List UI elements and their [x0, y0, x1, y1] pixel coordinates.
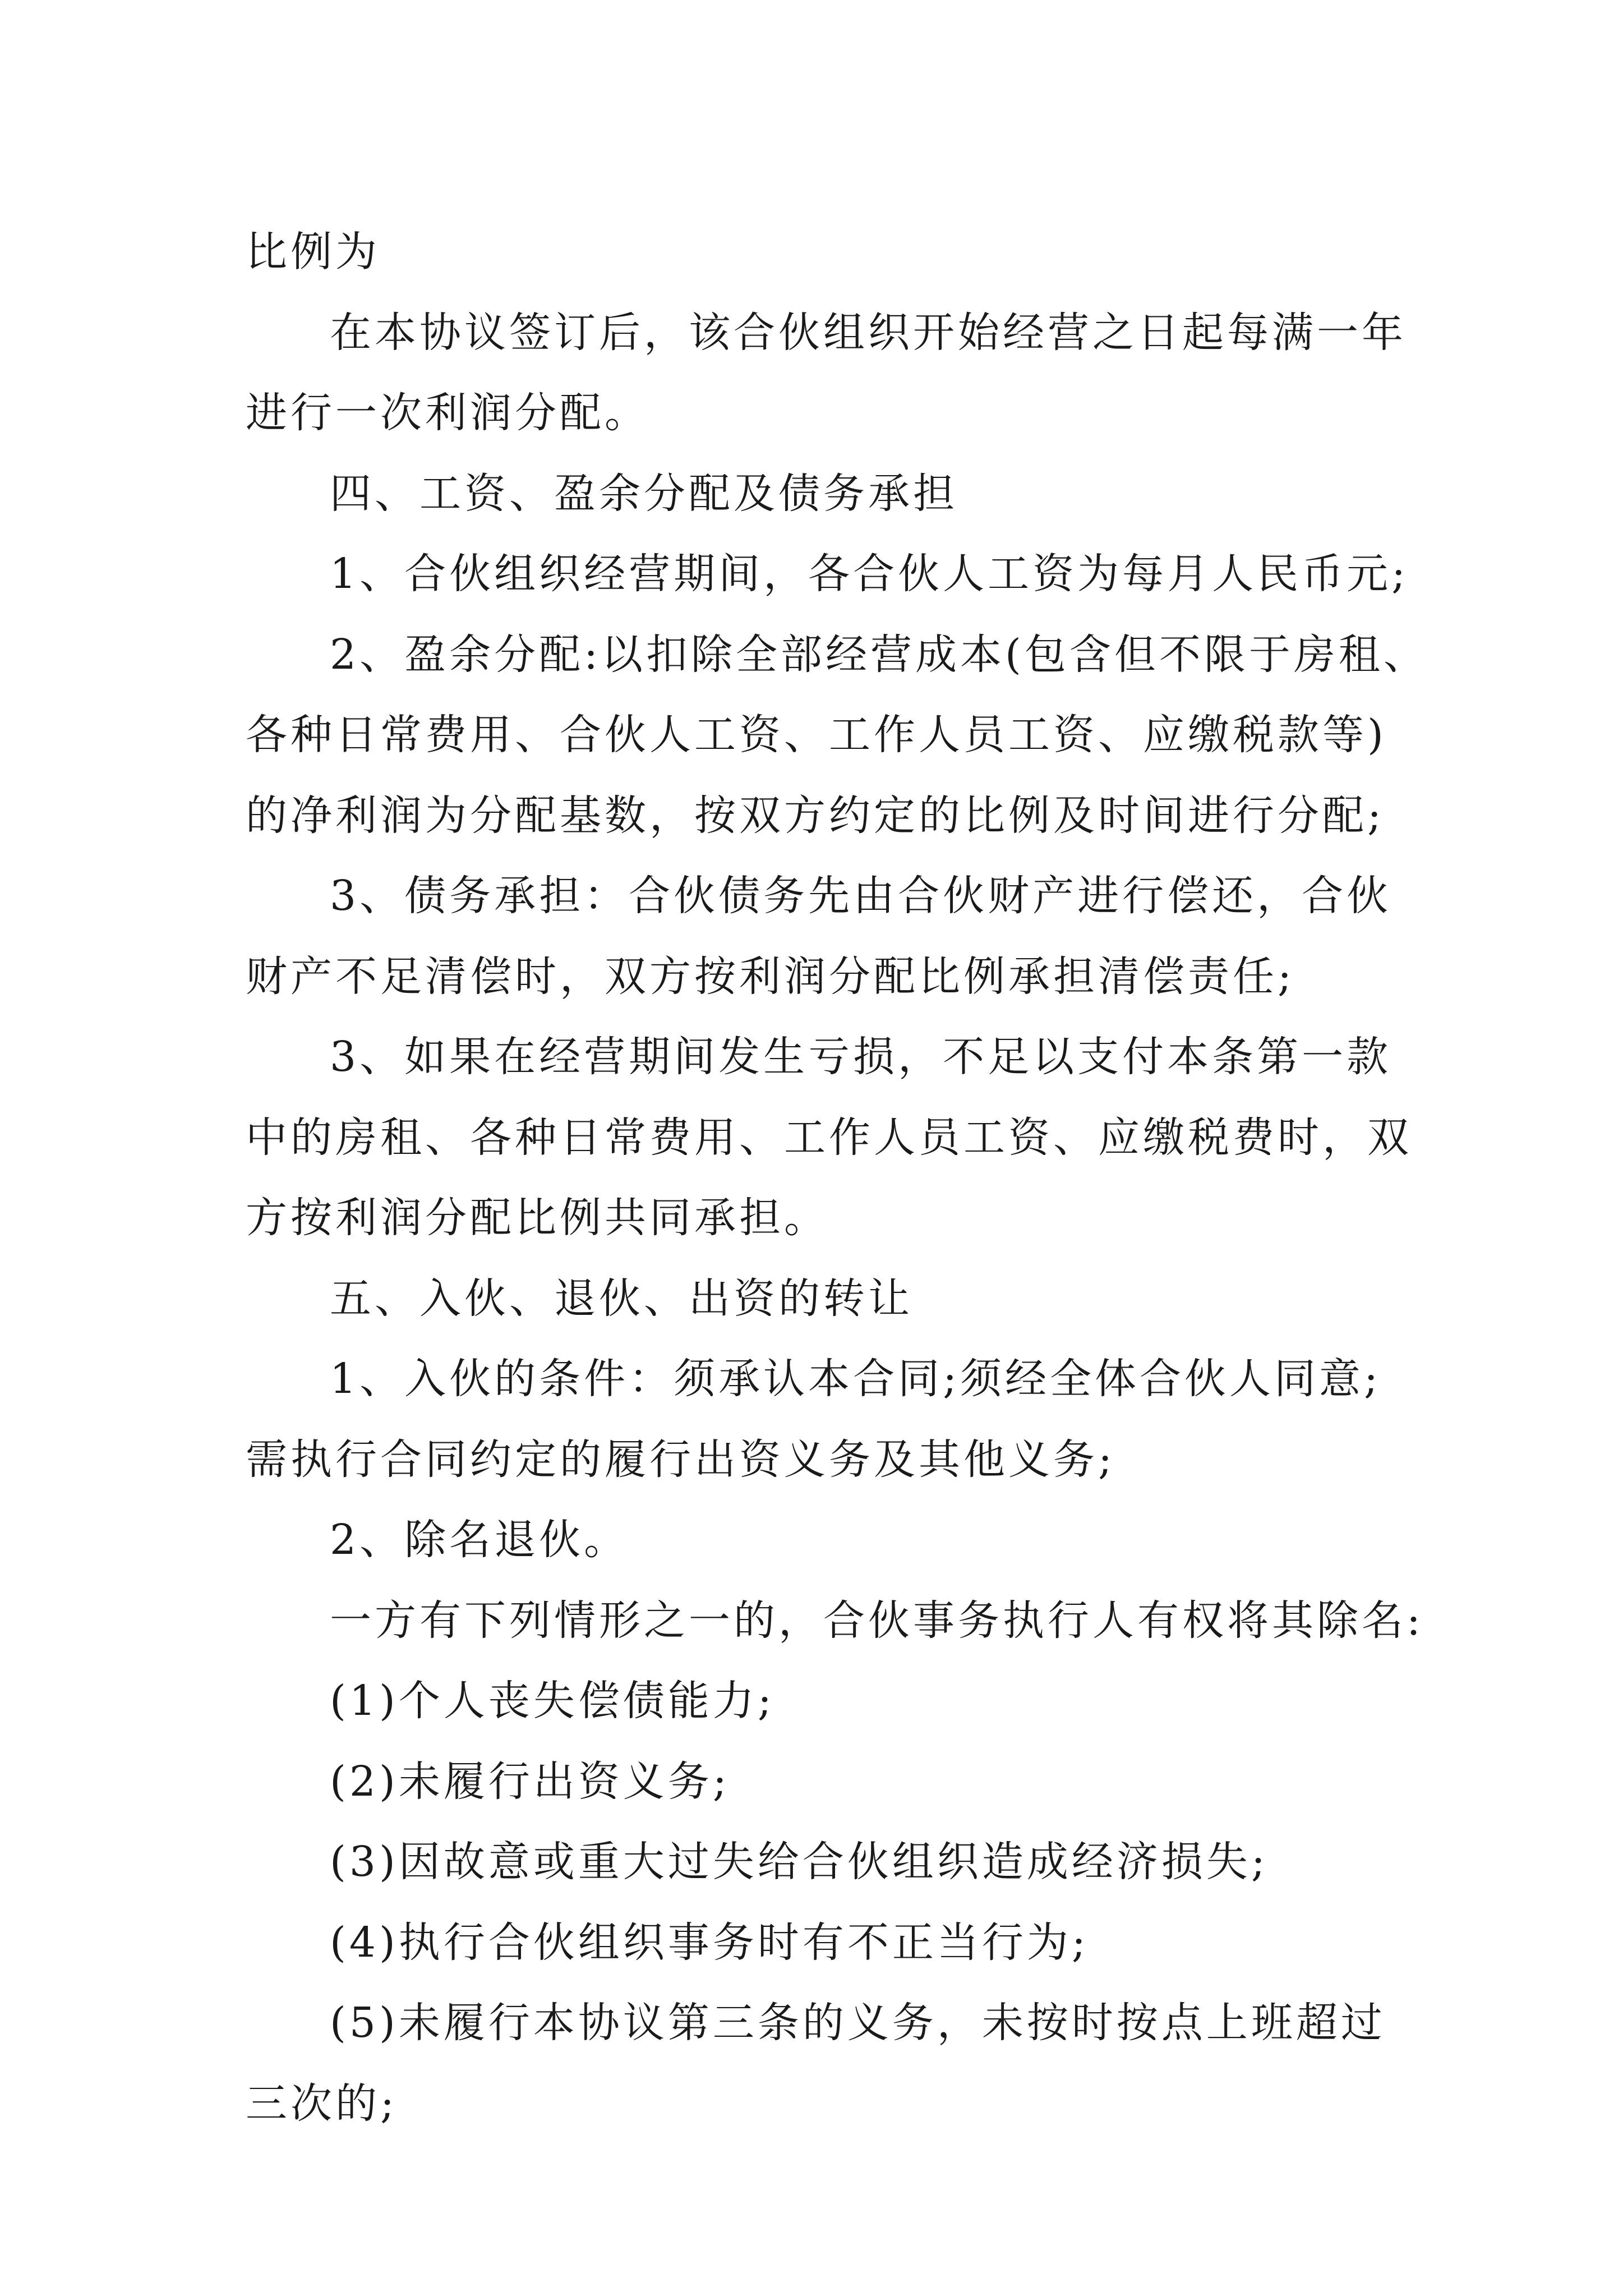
text-line: 1、入伙的条件：须承认本合同;须经全体合伙人同意; — [330, 1355, 1381, 1403]
text-line: 在本协议签订后，该合伙组织开始经营之日起每满一年 — [330, 308, 1407, 357]
text-line: 需执行合同约定的履行出资义务及其他义务; — [246, 1435, 1115, 1484]
text-line: 3、如果在经营期间发生亏损，不足以支付本条第一款 — [330, 1033, 1392, 1081]
list-item: (5)未履行本协议第三条的义务，未按时按点上班超过 — [330, 1999, 1386, 2047]
list-item: (3)因故意或重大过失给合伙组织造成经济损失; — [330, 1838, 1269, 1886]
text-line: 一方有下列情形之一的，合伙事务执行人有权将其除名: — [330, 1596, 1424, 1645]
list-item: (1)个人丧失偿债能力; — [330, 1677, 775, 1725]
list-item: (4)执行合伙组织事务时有不正当行为; — [330, 1918, 1089, 1967]
section-heading: 五、入伙、退伙、出资的转让 — [330, 1274, 913, 1323]
text-line: 3、债务承担：合伙债务先由合伙财产进行偿还，合伙 — [330, 872, 1392, 920]
text-line: 1、合伙组织经营期间，各合伙人工资为每月人民币元; — [330, 550, 1409, 598]
text-line: 2、盈余分配:以扣除全部经营成本(包含但不限于房租、 — [330, 630, 1428, 679]
text-line: 的净利润为分配基数，按双方约定的比例及时间进行分配; — [246, 791, 1385, 840]
text-line: 比例为 — [246, 228, 380, 276]
section-heading: 四、工资、盈余分配及债务承担 — [330, 469, 958, 518]
text-line: 进行一次利润分配。 — [246, 389, 649, 437]
text-line: 方按利润分配比例共同承担。 — [246, 1194, 829, 1242]
text-line: 各种日常费用、合伙人工资、工作人员工资、应缴税款等) — [246, 711, 1387, 759]
text-line: 2、除名退伙。 — [330, 1516, 629, 1564]
list-item: (2)未履行出资义务; — [330, 1757, 730, 1806]
text-line: 财产不足清偿时，双方按利润分配比例承担清偿责任; — [246, 952, 1295, 1001]
text-line: 中的房租、各种日常费用、工作人员工资、应缴税费时，双 — [246, 1113, 1412, 1162]
document-body — [246, 212, 1428, 2144]
text-line: 三次的; — [246, 2079, 398, 2128]
